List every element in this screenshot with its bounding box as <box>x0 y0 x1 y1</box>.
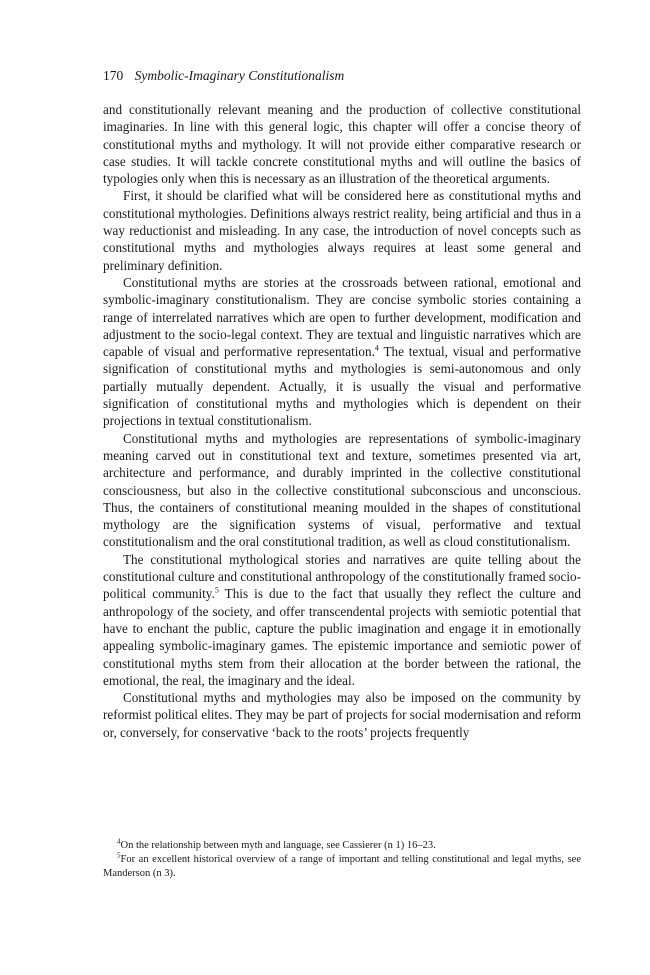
paragraph: First, it should be clarified what will be considered here as constitutional myths and constitutional mythologies. Definitions always restrict reality, being artificial and thus in a way reductionist and misleading. In any case, the introduction of novel concepts such as constitutional myths and mythologies always requires at least some general and preliminary definition. <box>103 188 581 273</box>
running-head <box>103 66 344 86</box>
footnote <box>103 839 581 853</box>
paragraph <box>103 274 581 430</box>
paragraph: Constitutional myths and mythologies are representations of symbolic-imaginary meaning carved out in constitutional text and texture, sometimes presented via art, architecture and performance, and durably imprinted in the collective constitutional consciousness, but also in the collective constitutional subconscious and unconscious. Thus, the containers of constitutional meaning moulded in the shapes of constitutional mythology are the signification systems of visual, performative and textual constitutionalism and the oral constitutional tradition, as well as cloud constitutionalism. <box>103 430 581 550</box>
footnote-number: 5 <box>117 851 121 860</box>
paragraph-text: The constitutional mythological stories and narratives are quite telling about the constitutional culture and constitutional anthropology of the constitutionally framed socio-political community. <box>103 551 581 602</box>
paragraph <box>103 551 581 689</box>
page-number: 170 <box>103 68 124 83</box>
paragraph-text: The textual, visual and performative signification of constitutional myths and mythologies is semi-autonomous and only partially mutually dependent. Actually, it is usually the visual and performative signification of constitutional myths and mythologies which is dependent on their projections in textual constitutionalism. <box>103 344 582 429</box>
running-title: Symbolic-Imaginary Constitutionalism <box>134 68 345 83</box>
footnote-text: On the relationship between myth and language, see Cassierer (n 1) 16–23. <box>120 840 436 851</box>
body-text <box>103 101 581 741</box>
paragraph: and constitutionally relevant meaning and the production of collective constitutional imaginaries. In line with this general logic, this chapter will offer a concise theory of constitutional myths and mythology. It will not provide either comparative research or case studies. It will tackle concrete constitutional myths and will outline the basics of typologies only when this is necessary as an illustration of the theoretical arguments. <box>103 102 581 187</box>
footnote-number: 4 <box>117 837 121 846</box>
paragraph-text: This is due to the fact that usually they reflect the culture and anthropology of the society, and offer transcendental projects with semiotic potential that have to enchant the public, capture the public imagination and engage it in emotionally appealing symbolic-imaginary games. The epistemic importance and semiotic power of constitutional myths stem from their allocation at the border between the rational, the emotional, the real, the imaginary and the ideal. <box>103 586 581 688</box>
footnote <box>103 853 581 881</box>
footnote-reference: 4 <box>374 343 379 353</box>
footnote-text: For an excellent historical overview of a range of important and telling constitutional and legal myths, see Manderson (n 3). <box>103 854 581 879</box>
paragraph: Constitutional myths and mythologies may also be imposed on the community by reformist political elites. They may be part of projects for social modernisation and reform or, conversely, for conservative ‘back to the roots’ projects frequently <box>103 690 581 740</box>
footnotes <box>103 839 581 881</box>
paragraph-text: Constitutional myths are stories at the crossroads between rational, emotional and symbolic-imaginary constitutionalism. They are concise symbolic stories containing a range of interrelated narratives which are open to further development, modification and adjustment to the socio-legal context. They are textual and linguistic narratives which are capable of visual and performative representation. <box>103 274 581 360</box>
footnote-reference: 5 <box>214 585 219 595</box>
